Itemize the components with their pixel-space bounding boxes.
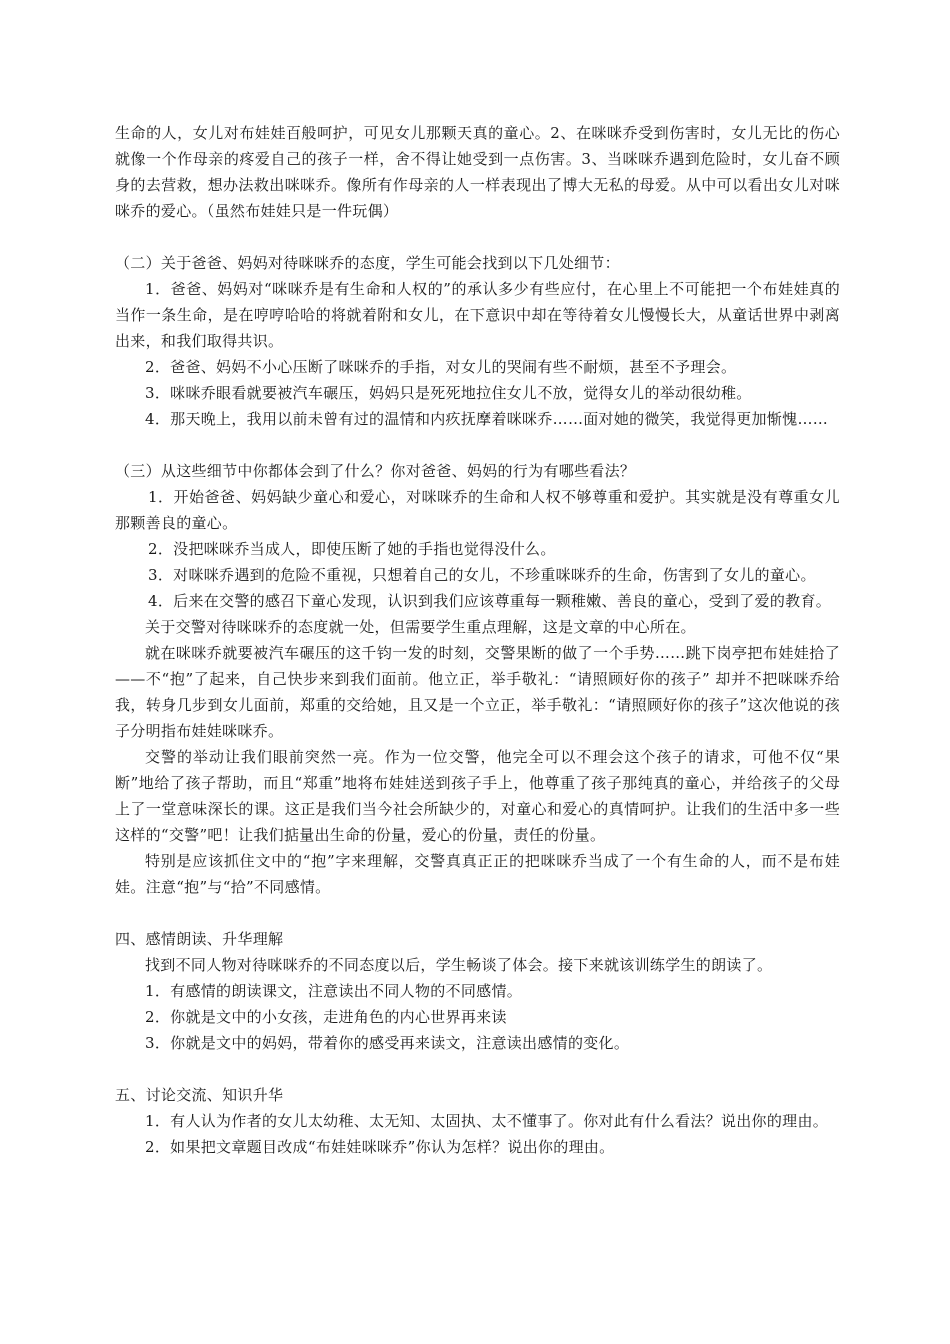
- section-heading-reading: 四、感情朗读、升华理解: [115, 930, 284, 948]
- paragraph-police-meaning: 交警的举动让我们眼前突然一亮。作为一位交警，他完全可以不理会这个孩子的请求，可他不仅“果断”地给了孩子帮助，而且“郑重”地将布娃娃送到孩子手上，他尊重了孩子那纯真的童心，并给孩子的父母上了一堂意味深长的课。这正是我们当今社会所缺少的，对童心和爱心的真情呵护。让我们的生活中多一些这样的“交警”吧！让我们掂量出生命的份量，爱心的份量，责任的份量。: [115, 748, 840, 844]
- list-item: 1．爸爸、妈妈对“咪咪乔是有生命和人权的”的承认多少有些应付，在心里上不可能把一个布娃娃真的当作一条生命，是在哼哼哈哈的将就着附和女儿，在下意识中却在等待着女儿慢慢长大，从童话世界中剥离出来，和我们取得共识。: [115, 280, 840, 350]
- list-item: 3．你就是文中的妈妈，带着你的感受再来读文，注意读出感情的变化。: [145, 1034, 630, 1052]
- list-item: 2．没把咪咪乔当成人，即使压断了她的手指也觉得没什么。: [148, 540, 556, 558]
- list-item: 1．开始爸爸、妈妈缺少童心和爱心，对咪咪乔的生命和人权不够尊重和爱护。其实就是没有尊重女儿那颗善良的童心。: [115, 488, 840, 532]
- document-page: [115, 120, 840, 1160]
- list-item: 2．爸爸、妈妈不小心压断了咪咪乔的手指，对女儿的哭闹有些不耐烦，甚至不予理会。: [145, 358, 737, 376]
- list-item: 2．如果把文章题目改成“布娃娃咪咪乔”你认为怎样？说出你的理由。: [145, 1138, 615, 1156]
- section-heading-parents-attitude: （二）关于爸爸、妈妈对待咪咪乔的态度，学生可能会找到以下几处细节：: [115, 254, 620, 272]
- list-item: 4．后来在交警的感召下童心发现，认识到我们应该尊重每一颗稚嫩、善良的童心，受到了爱的教育。: [148, 592, 832, 610]
- list-item: 1．有人认为作者的女儿太幼稚、太无知、太固执、太不懂事了。你对此有什么看法？说出你的理由。: [145, 1112, 829, 1130]
- list-item: 3．对咪咪乔遇到的危险不重视，只想着自己的女儿，不珍重咪咪乔的生命，伤害到了女儿的童心。: [148, 566, 816, 584]
- spacer: [115, 900, 840, 926]
- section-heading-reflection: （三）从这些细节中你都体会到了什么？你对爸爸、妈妈的行为有哪些看法？: [115, 462, 636, 480]
- list-item: 1．有感情的朗读课文，注意读出不同人物的不同感情。: [145, 982, 523, 1000]
- list-item: 3．咪咪乔眼看就要被汽车碾压，妈妈只是死死地拉住女儿不放，觉得女儿的举动很幼稚。: [145, 384, 752, 402]
- list-item: 4．那天晚上，我用以前未曾有过的温情和内疚抚摩着咪咪乔……面对她的微笑，我觉得更加惭愧……: [145, 410, 829, 428]
- paragraph-hug-word: 特别是应该抓住文中的“抱”字来理解，交警真真正正的把咪咪乔当成了一个有生命的人，而不是布娃娃。注意“抱”与“拾”不同感情。: [115, 852, 840, 896]
- spacer: [115, 1056, 840, 1082]
- spacer: [115, 224, 840, 250]
- list-item: 2．你就是文中的小女孩，走进角色的内心世界再来读: [145, 1008, 507, 1026]
- paragraph-daughter-love: 生命的人，女儿对布娃娃百般呵护，可见女儿那颗天真的童心。2、在咪咪乔受到伤害时，女儿无比的伤心就像一个作母亲的疼爱自己的孩子一样，舍不得让她受到一点伤害。3、当咪咪乔遇到危险时，女儿奋不顾身的去营救，想办法救出咪咪乔。像所有作母亲的人一样表现出了博大无私的母爱。从中可以看出女儿对咪咪乔的爱心。（虽然布娃娃只是一件玩偶）: [115, 124, 840, 220]
- section-heading-discussion: 五、讨论交流、知识升华: [115, 1086, 284, 1104]
- spacer: [115, 432, 840, 458]
- paragraph-reading-intro: 找到不同人物对待咪咪乔的不同态度以后，学生畅谈了体会。接下来就该训练学生的朗读了。: [145, 956, 773, 974]
- paragraph-police-action: 就在咪咪乔就要被汽车碾压的这千钧一发的时刻，交警果断的做了一个手势……跳下岗亭把布娃娃拾了——不“抱”了起来，自己快步来到我们面前。他立正，举手敬礼：“请照顾好你的孩子” 却并不把咪咪乔给我，转身几步到女儿面前，郑重的交给她，且又是一个立正，举手敬礼：“请照顾好你的孩子”这次他说的孩子分明指布娃娃咪咪乔。: [115, 644, 840, 740]
- paragraph-police-intro: 关于交警对待咪咪乔的态度就一处，但需要学生重点理解，这是文章的中心所在。: [145, 618, 696, 636]
